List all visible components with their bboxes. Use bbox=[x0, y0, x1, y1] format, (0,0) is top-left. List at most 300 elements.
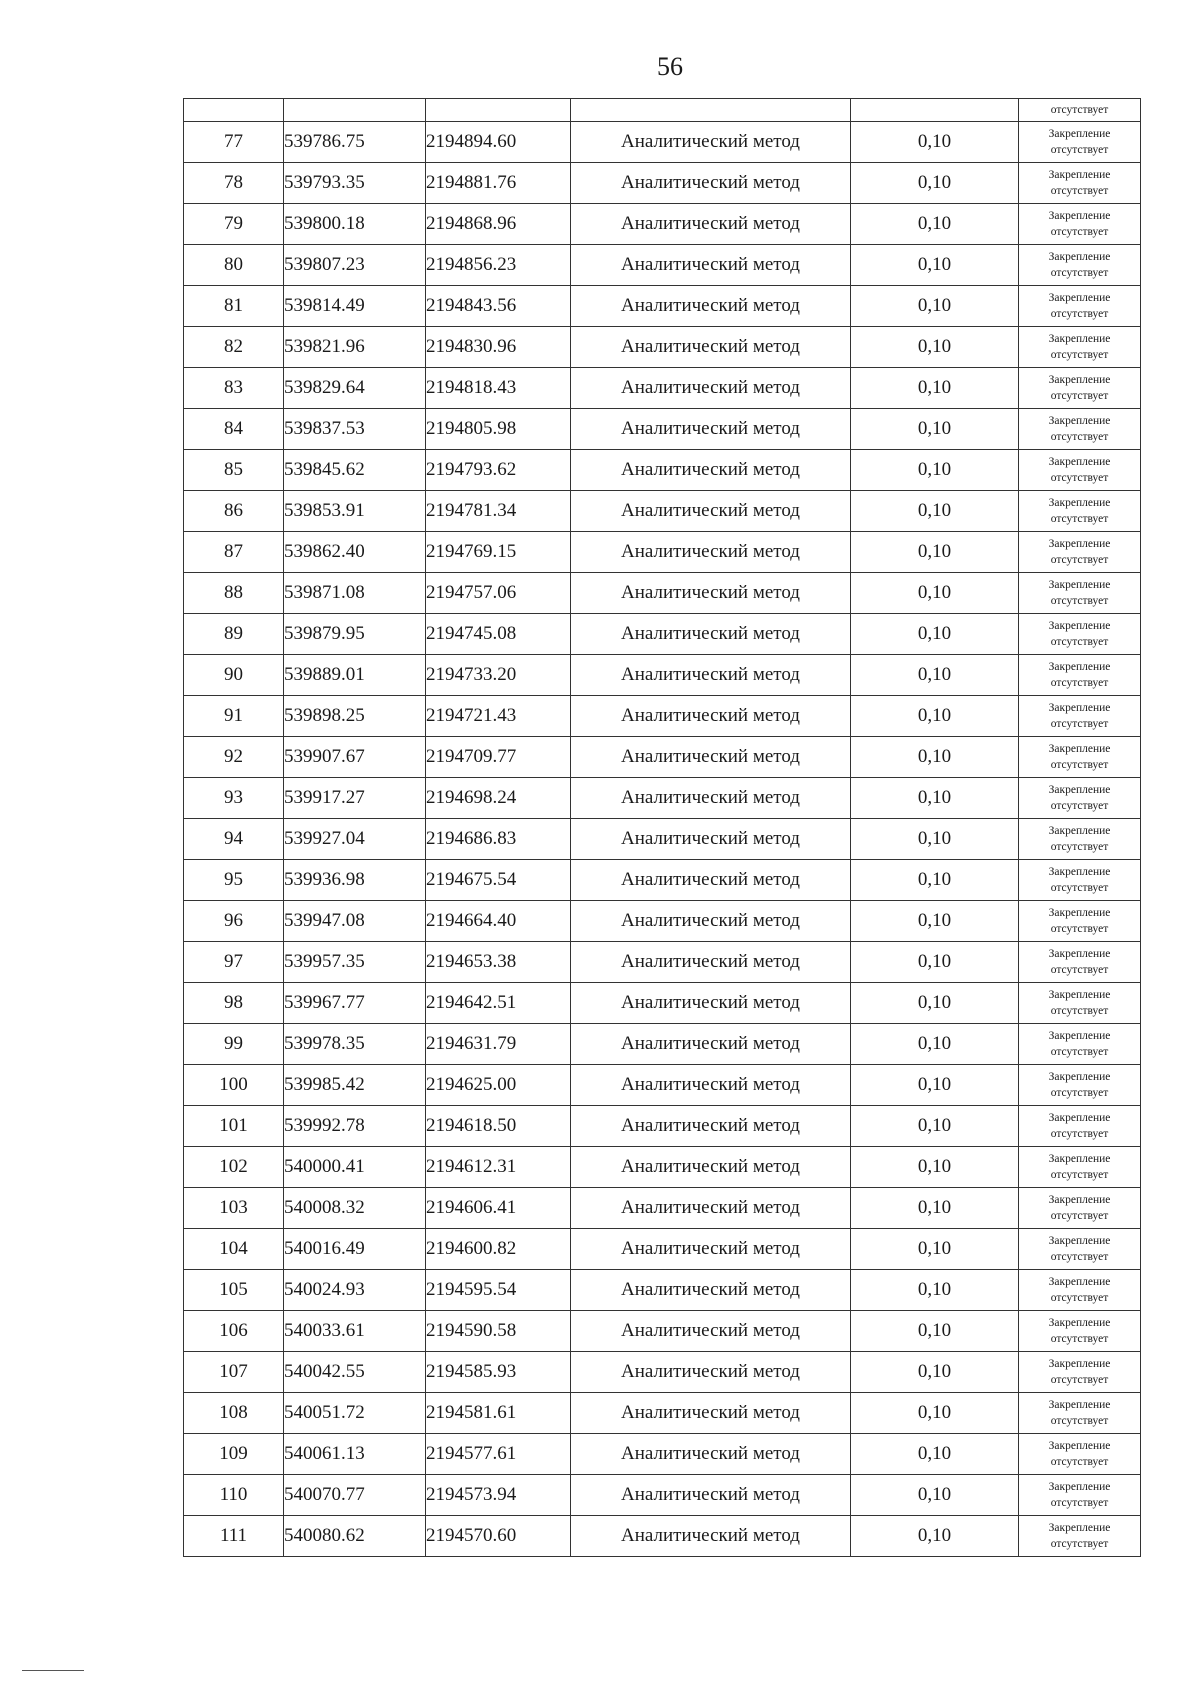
x-coordinate-cell: 539967.77 bbox=[284, 983, 426, 1024]
y-coordinate-cell: 2194894.60 bbox=[426, 122, 571, 163]
fixation-cell bbox=[1019, 122, 1141, 163]
fixation-text: Закрепление bbox=[1048, 1440, 1111, 1452]
accuracy-cell: 0,10 bbox=[851, 1065, 1019, 1106]
x-coordinate-cell: 540070.77 bbox=[284, 1475, 426, 1516]
point-number-cell: 108 bbox=[184, 1393, 284, 1434]
fixation-text: отсутствует bbox=[1050, 349, 1109, 361]
fixation-cell bbox=[1019, 1352, 1141, 1393]
x-coordinate-cell: 539927.04 bbox=[284, 819, 426, 860]
method-cell: Аналитический метод bbox=[571, 1352, 851, 1393]
fixation-cell bbox=[1019, 245, 1141, 286]
x-coordinate-cell: 539800.18 bbox=[284, 204, 426, 245]
method-cell: Аналитический метод bbox=[571, 327, 851, 368]
fixation-text: Закрепление bbox=[1048, 579, 1111, 591]
fixation-cell bbox=[1019, 1229, 1141, 1270]
fixation-cell bbox=[1019, 532, 1141, 573]
fixation-cell bbox=[1019, 1393, 1141, 1434]
x-coordinate-cell: 540042.55 bbox=[284, 1352, 426, 1393]
point-number-cell: 88 bbox=[184, 573, 284, 614]
fixation-text: Закрепление bbox=[1048, 1235, 1111, 1247]
fixation-cell bbox=[1019, 1311, 1141, 1352]
method-cell: Аналитический метод bbox=[571, 778, 851, 819]
empty-cell bbox=[184, 99, 284, 122]
accuracy-cell: 0,10 bbox=[851, 327, 1019, 368]
point-number-cell: 96 bbox=[184, 901, 284, 942]
fixation-cell bbox=[1019, 409, 1141, 450]
fixation-text: отсутствует bbox=[1050, 1251, 1109, 1263]
point-number-cell: 94 bbox=[184, 819, 284, 860]
table-row bbox=[184, 1188, 1141, 1229]
x-coordinate-cell: 539879.95 bbox=[284, 614, 426, 655]
bottom-rule bbox=[22, 1670, 84, 1671]
table-row bbox=[184, 1229, 1141, 1270]
fixation-text: отсутствует bbox=[1050, 718, 1109, 730]
table-row bbox=[184, 1311, 1141, 1352]
y-coordinate-cell: 2194631.79 bbox=[426, 1024, 571, 1065]
fixation-text: Закрепление bbox=[1048, 1071, 1111, 1083]
table-row bbox=[184, 1516, 1141, 1557]
accuracy-cell: 0,10 bbox=[851, 1229, 1019, 1270]
point-number-cell: 103 bbox=[184, 1188, 284, 1229]
accuracy-cell: 0,10 bbox=[851, 1147, 1019, 1188]
fixation-text: Закрепление bbox=[1048, 1112, 1111, 1124]
point-number-cell: 98 bbox=[184, 983, 284, 1024]
point-number-cell: 97 bbox=[184, 942, 284, 983]
table-row bbox=[184, 245, 1141, 286]
fixation-text: отсутствует bbox=[1050, 185, 1109, 197]
method-cell: Аналитический метод bbox=[571, 122, 851, 163]
table-row bbox=[184, 1270, 1141, 1311]
method-cell: Аналитический метод bbox=[571, 245, 851, 286]
fixation-text: отсутствует bbox=[1050, 1333, 1109, 1345]
method-cell: Аналитический метод bbox=[571, 983, 851, 1024]
table-row bbox=[184, 860, 1141, 901]
x-coordinate-cell: 539845.62 bbox=[284, 450, 426, 491]
method-cell: Аналитический метод bbox=[571, 819, 851, 860]
point-number-cell: 78 bbox=[184, 163, 284, 204]
accuracy-cell: 0,10 bbox=[851, 204, 1019, 245]
point-number-cell: 82 bbox=[184, 327, 284, 368]
table-row bbox=[184, 491, 1141, 532]
point-number-cell: 93 bbox=[184, 778, 284, 819]
fixation-text: отсутствует bbox=[1050, 1210, 1109, 1222]
fixation-text: Закрепление bbox=[1048, 866, 1111, 878]
point-number-cell: 85 bbox=[184, 450, 284, 491]
fixation-text: Закрепление bbox=[1048, 1481, 1111, 1493]
point-number-cell: 105 bbox=[184, 1270, 284, 1311]
fixation-text: отсутствует bbox=[1050, 677, 1109, 689]
y-coordinate-cell: 2194686.83 bbox=[426, 819, 571, 860]
accuracy-cell: 0,10 bbox=[851, 696, 1019, 737]
point-number-cell: 84 bbox=[184, 409, 284, 450]
x-coordinate-cell: 539814.49 bbox=[284, 286, 426, 327]
method-cell: Аналитический метод bbox=[571, 573, 851, 614]
method-cell: Аналитический метод bbox=[571, 1065, 851, 1106]
fixation-text: отсутствует bbox=[1050, 1169, 1109, 1181]
fixation-cell bbox=[1019, 860, 1141, 901]
point-number-cell: 83 bbox=[184, 368, 284, 409]
fixation-text: отсутствует bbox=[1050, 144, 1109, 156]
accuracy-cell: 0,10 bbox=[851, 819, 1019, 860]
fixation-cell bbox=[1019, 1516, 1141, 1557]
accuracy-cell: 0,10 bbox=[851, 1393, 1019, 1434]
fixation-cell bbox=[1019, 204, 1141, 245]
x-coordinate-cell: 539907.67 bbox=[284, 737, 426, 778]
fixation-cell bbox=[1019, 778, 1141, 819]
point-number-cell: 95 bbox=[184, 860, 284, 901]
accuracy-cell: 0,10 bbox=[851, 409, 1019, 450]
y-coordinate-cell: 2194793.62 bbox=[426, 450, 571, 491]
accuracy-cell: 0,10 bbox=[851, 1024, 1019, 1065]
fixation-text: Закрепление bbox=[1048, 210, 1111, 222]
x-coordinate-cell: 539862.40 bbox=[284, 532, 426, 573]
carry-over-fix-cell bbox=[1019, 99, 1141, 122]
fixation-cell bbox=[1019, 1188, 1141, 1229]
accuracy-cell: 0,10 bbox=[851, 1270, 1019, 1311]
fixation-text: отсутствует bbox=[1050, 636, 1109, 648]
y-coordinate-cell: 2194769.15 bbox=[426, 532, 571, 573]
method-cell: Аналитический метод bbox=[571, 737, 851, 778]
method-cell: Аналитический метод bbox=[571, 860, 851, 901]
fixation-cell bbox=[1019, 1270, 1141, 1311]
fixation-text: отсутствует bbox=[1050, 841, 1109, 853]
y-coordinate-cell: 2194843.56 bbox=[426, 286, 571, 327]
x-coordinate-cell: 539898.25 bbox=[284, 696, 426, 737]
x-coordinate-cell: 539837.53 bbox=[284, 409, 426, 450]
point-number-cell: 102 bbox=[184, 1147, 284, 1188]
table-row bbox=[184, 983, 1141, 1024]
fixation-text: отсутствует bbox=[1050, 226, 1109, 238]
x-coordinate-cell: 539821.96 bbox=[284, 327, 426, 368]
y-coordinate-cell: 2194781.34 bbox=[426, 491, 571, 532]
accuracy-cell: 0,10 bbox=[851, 737, 1019, 778]
fixation-cell bbox=[1019, 942, 1141, 983]
accuracy-cell: 0,10 bbox=[851, 122, 1019, 163]
x-coordinate-cell: 540008.32 bbox=[284, 1188, 426, 1229]
x-coordinate-cell: 539947.08 bbox=[284, 901, 426, 942]
x-coordinate-cell: 539807.23 bbox=[284, 245, 426, 286]
accuracy-cell: 0,10 bbox=[851, 286, 1019, 327]
y-coordinate-cell: 2194818.43 bbox=[426, 368, 571, 409]
fixation-text: Закрепление bbox=[1048, 128, 1111, 140]
method-cell: Аналитический метод bbox=[571, 1475, 851, 1516]
table-row bbox=[184, 1475, 1141, 1516]
y-coordinate-cell: 2194721.43 bbox=[426, 696, 571, 737]
y-coordinate-cell: 2194757.06 bbox=[426, 573, 571, 614]
fixation-text: отсутствует bbox=[1050, 1128, 1109, 1140]
method-cell: Аналитический метод bbox=[571, 1393, 851, 1434]
fixation-cell bbox=[1019, 614, 1141, 655]
y-coordinate-cell: 2194577.61 bbox=[426, 1434, 571, 1475]
fixation-text: отсутствует bbox=[1050, 1538, 1109, 1550]
y-coordinate-cell: 2194698.24 bbox=[426, 778, 571, 819]
fixation-text: Закрепление bbox=[1048, 1153, 1111, 1165]
x-coordinate-cell: 539853.91 bbox=[284, 491, 426, 532]
x-coordinate-cell: 540061.13 bbox=[284, 1434, 426, 1475]
method-cell: Аналитический метод bbox=[571, 368, 851, 409]
method-cell: Аналитический метод bbox=[571, 901, 851, 942]
fixation-text: отсутствует bbox=[1050, 554, 1109, 566]
accuracy-cell: 0,10 bbox=[851, 614, 1019, 655]
y-coordinate-cell: 2194675.54 bbox=[426, 860, 571, 901]
fixation-text: Закрепление bbox=[1048, 169, 1111, 181]
method-cell: Аналитический метод bbox=[571, 163, 851, 204]
table-row bbox=[184, 163, 1141, 204]
table-row bbox=[184, 942, 1141, 983]
table-row bbox=[184, 1393, 1141, 1434]
point-number-cell: 110 bbox=[184, 1475, 284, 1516]
empty-cell bbox=[284, 99, 426, 122]
y-coordinate-cell: 2194573.94 bbox=[426, 1475, 571, 1516]
x-coordinate-cell: 539957.35 bbox=[284, 942, 426, 983]
fixation-text: Закрепление bbox=[1048, 251, 1111, 263]
fixation-cell bbox=[1019, 573, 1141, 614]
accuracy-cell: 0,10 bbox=[851, 983, 1019, 1024]
x-coordinate-cell: 540080.62 bbox=[284, 1516, 426, 1557]
table-body bbox=[184, 99, 1141, 1557]
x-coordinate-cell: 539978.35 bbox=[284, 1024, 426, 1065]
fixation-text: Закрепление bbox=[1048, 825, 1111, 837]
x-coordinate-cell: 540051.72 bbox=[284, 1393, 426, 1434]
table-row bbox=[184, 450, 1141, 491]
fixation-text: отсутствует bbox=[1050, 1087, 1109, 1099]
y-coordinate-cell: 2194618.50 bbox=[426, 1106, 571, 1147]
y-coordinate-cell: 2194600.82 bbox=[426, 1229, 571, 1270]
fixation-text: отсутствует bbox=[1050, 308, 1109, 320]
method-cell: Аналитический метод bbox=[571, 1024, 851, 1065]
accuracy-cell: 0,10 bbox=[851, 1434, 1019, 1475]
x-coordinate-cell: 540024.93 bbox=[284, 1270, 426, 1311]
x-coordinate-cell: 540000.41 bbox=[284, 1147, 426, 1188]
fixation-text: Закрепление bbox=[1048, 1522, 1111, 1534]
fixation-text: Закрепление bbox=[1048, 620, 1111, 632]
accuracy-cell: 0,10 bbox=[851, 450, 1019, 491]
accuracy-cell: 0,10 bbox=[851, 532, 1019, 573]
fixation-text: отсутствует bbox=[1050, 267, 1109, 279]
table-row bbox=[184, 204, 1141, 245]
fixation-cell bbox=[1019, 491, 1141, 532]
point-number-cell: 86 bbox=[184, 491, 284, 532]
accuracy-cell: 0,10 bbox=[851, 245, 1019, 286]
table-row bbox=[184, 737, 1141, 778]
fixation-cell bbox=[1019, 696, 1141, 737]
accuracy-cell: 0,10 bbox=[851, 778, 1019, 819]
point-number-cell: 89 bbox=[184, 614, 284, 655]
fixation-text: Закрепление bbox=[1048, 989, 1111, 1001]
y-coordinate-cell: 2194625.00 bbox=[426, 1065, 571, 1106]
x-coordinate-cell: 539889.01 bbox=[284, 655, 426, 696]
y-coordinate-cell: 2194612.31 bbox=[426, 1147, 571, 1188]
x-coordinate-cell: 540016.49 bbox=[284, 1229, 426, 1270]
point-number-cell: 81 bbox=[184, 286, 284, 327]
point-number-cell: 99 bbox=[184, 1024, 284, 1065]
fixation-text: Закрепление bbox=[1048, 374, 1111, 386]
fixation-text: отсутствует bbox=[1050, 595, 1109, 607]
x-coordinate-cell: 539829.64 bbox=[284, 368, 426, 409]
y-coordinate-cell: 2194805.98 bbox=[426, 409, 571, 450]
fixation-cell bbox=[1019, 1147, 1141, 1188]
fixation-text: отсутствует bbox=[1050, 1374, 1109, 1386]
fixation-text: отсутствует bbox=[1050, 1005, 1109, 1017]
fixation-text: Закрепление bbox=[1048, 1399, 1111, 1411]
point-number-cell: 80 bbox=[184, 245, 284, 286]
table-row bbox=[184, 1106, 1141, 1147]
point-number-cell: 107 bbox=[184, 1352, 284, 1393]
fixation-text: Закрепление bbox=[1048, 1317, 1111, 1329]
fixation-text: отсутствует bbox=[1050, 1292, 1109, 1304]
y-coordinate-cell: 2194868.96 bbox=[426, 204, 571, 245]
x-coordinate-cell: 539985.42 bbox=[284, 1065, 426, 1106]
accuracy-cell: 0,10 bbox=[851, 901, 1019, 942]
table-row bbox=[184, 532, 1141, 573]
table-row bbox=[184, 409, 1141, 450]
fixation-text: Закрепление bbox=[1048, 1358, 1111, 1370]
fixation-text: отсутствует bbox=[1050, 1046, 1109, 1058]
x-coordinate-cell: 539992.78 bbox=[284, 1106, 426, 1147]
fixation-text: Закрепление bbox=[1048, 538, 1111, 550]
y-coordinate-cell: 2194733.20 bbox=[426, 655, 571, 696]
fixation-text: отсутствует bbox=[1050, 390, 1109, 402]
y-coordinate-cell: 2194581.61 bbox=[426, 1393, 571, 1434]
table-row bbox=[184, 778, 1141, 819]
method-cell: Аналитический метод bbox=[571, 286, 851, 327]
fixation-text: Закрепление bbox=[1048, 661, 1111, 673]
accuracy-cell: 0,10 bbox=[851, 942, 1019, 983]
fixation-text: Закрепление bbox=[1048, 333, 1111, 345]
point-number-cell: 92 bbox=[184, 737, 284, 778]
x-coordinate-cell: 539786.75 bbox=[284, 122, 426, 163]
accuracy-cell: 0,10 bbox=[851, 163, 1019, 204]
y-coordinate-cell: 2194745.08 bbox=[426, 614, 571, 655]
fixation-text: Закрепление bbox=[1048, 1030, 1111, 1042]
fixation-text: отсутствует bbox=[1050, 1456, 1109, 1468]
table-row bbox=[184, 696, 1141, 737]
x-coordinate-cell: 539917.27 bbox=[284, 778, 426, 819]
method-cell: Аналитический метод bbox=[571, 1434, 851, 1475]
y-coordinate-cell: 2194570.60 bbox=[426, 1516, 571, 1557]
accuracy-cell: 0,10 bbox=[851, 1475, 1019, 1516]
x-coordinate-cell: 539871.08 bbox=[284, 573, 426, 614]
table-row bbox=[184, 1024, 1141, 1065]
accuracy-cell: 0,10 bbox=[851, 491, 1019, 532]
point-number-cell: 109 bbox=[184, 1434, 284, 1475]
point-number-cell: 101 bbox=[184, 1106, 284, 1147]
fixation-text: Закрепление bbox=[1048, 292, 1111, 304]
fixation-text: отсутствует bbox=[1050, 513, 1109, 525]
method-cell: Аналитический метод bbox=[571, 1147, 851, 1188]
method-cell: Аналитический метод bbox=[571, 1311, 851, 1352]
fixation-text: отсутствует bbox=[1050, 882, 1109, 894]
fixation-text: отсутствует bbox=[1050, 472, 1109, 484]
fixation-text: отсутствует bbox=[1050, 964, 1109, 976]
fixation-cell bbox=[1019, 286, 1141, 327]
fixation-cell bbox=[1019, 163, 1141, 204]
point-number-cell: 90 bbox=[184, 655, 284, 696]
empty-cell bbox=[426, 99, 571, 122]
y-coordinate-cell: 2194606.41 bbox=[426, 1188, 571, 1229]
fixation-text: Закрепление bbox=[1048, 743, 1111, 755]
fixation-text: Закрепление bbox=[1048, 702, 1111, 714]
point-number-cell: 79 bbox=[184, 204, 284, 245]
fixation-text: Закрепление bbox=[1048, 456, 1111, 468]
fixation-cell bbox=[1019, 655, 1141, 696]
table-row bbox=[184, 1147, 1141, 1188]
method-cell: Аналитический метод bbox=[571, 1188, 851, 1229]
fixation-cell bbox=[1019, 737, 1141, 778]
method-cell: Аналитический метод bbox=[571, 1270, 851, 1311]
table-row bbox=[184, 1352, 1141, 1393]
fixation-cell bbox=[1019, 1065, 1141, 1106]
empty-cell bbox=[851, 99, 1019, 122]
accuracy-cell: 0,10 bbox=[851, 1188, 1019, 1229]
fixation-cell bbox=[1019, 368, 1141, 409]
point-number-cell: 91 bbox=[184, 696, 284, 737]
fixation-text: отсутствует bbox=[1050, 759, 1109, 771]
table-row bbox=[184, 819, 1141, 860]
table-row bbox=[184, 573, 1141, 614]
method-cell: Аналитический метод bbox=[571, 655, 851, 696]
y-coordinate-cell: 2194830.96 bbox=[426, 327, 571, 368]
fixation-text: отсутствует bbox=[1050, 1415, 1109, 1427]
accuracy-cell: 0,10 bbox=[851, 368, 1019, 409]
table-row bbox=[184, 614, 1141, 655]
table-row bbox=[184, 122, 1141, 163]
y-coordinate-cell: 2194881.76 bbox=[426, 163, 571, 204]
table-row bbox=[184, 901, 1141, 942]
fixation-cell bbox=[1019, 983, 1141, 1024]
y-coordinate-cell: 2194642.51 bbox=[426, 983, 571, 1024]
y-coordinate-cell: 2194585.93 bbox=[426, 1352, 571, 1393]
fixation-cell bbox=[1019, 1475, 1141, 1516]
method-cell: Аналитический метод bbox=[571, 1516, 851, 1557]
x-coordinate-cell: 539793.35 bbox=[284, 163, 426, 204]
fixation-text: Закрепление bbox=[1048, 907, 1111, 919]
fixation-cell bbox=[1019, 819, 1141, 860]
fixation-cell bbox=[1019, 450, 1141, 491]
y-coordinate-cell: 2194653.38 bbox=[426, 942, 571, 983]
fixation-text: Закрепление bbox=[1048, 497, 1111, 509]
accuracy-cell: 0,10 bbox=[851, 1106, 1019, 1147]
accuracy-cell: 0,10 bbox=[851, 860, 1019, 901]
method-cell: Аналитический метод bbox=[571, 942, 851, 983]
accuracy-cell: 0,10 bbox=[851, 1311, 1019, 1352]
point-number-cell: 104 bbox=[184, 1229, 284, 1270]
method-cell: Аналитический метод bbox=[571, 450, 851, 491]
fixation-text: Закрепление bbox=[1048, 784, 1111, 796]
y-coordinate-cell: 2194856.23 bbox=[426, 245, 571, 286]
table-row bbox=[184, 1434, 1141, 1475]
fixation-cell bbox=[1019, 1434, 1141, 1475]
fixation-text: отсутствует bbox=[1050, 923, 1109, 935]
fixation-text: отсутствует bbox=[1050, 431, 1109, 443]
table-row bbox=[184, 655, 1141, 696]
table-row bbox=[184, 1065, 1141, 1106]
accuracy-cell: 0,10 bbox=[851, 1516, 1019, 1557]
method-cell: Аналитический метод bbox=[571, 409, 851, 450]
table-row bbox=[184, 286, 1141, 327]
page-number: 56 bbox=[657, 52, 683, 81]
fixation-text: Закрепление bbox=[1048, 1194, 1111, 1206]
fixation-text: Закрепление bbox=[1048, 1276, 1111, 1288]
fixation-text: отсутствует bbox=[1050, 800, 1109, 812]
point-number-cell: 77 bbox=[184, 122, 284, 163]
accuracy-cell: 0,10 bbox=[851, 1352, 1019, 1393]
point-number-cell: 111 bbox=[184, 1516, 284, 1557]
method-cell: Аналитический метод bbox=[571, 204, 851, 245]
method-cell: Аналитический метод bbox=[571, 532, 851, 573]
method-cell: Аналитический метод bbox=[571, 696, 851, 737]
point-number-cell: 87 bbox=[184, 532, 284, 573]
